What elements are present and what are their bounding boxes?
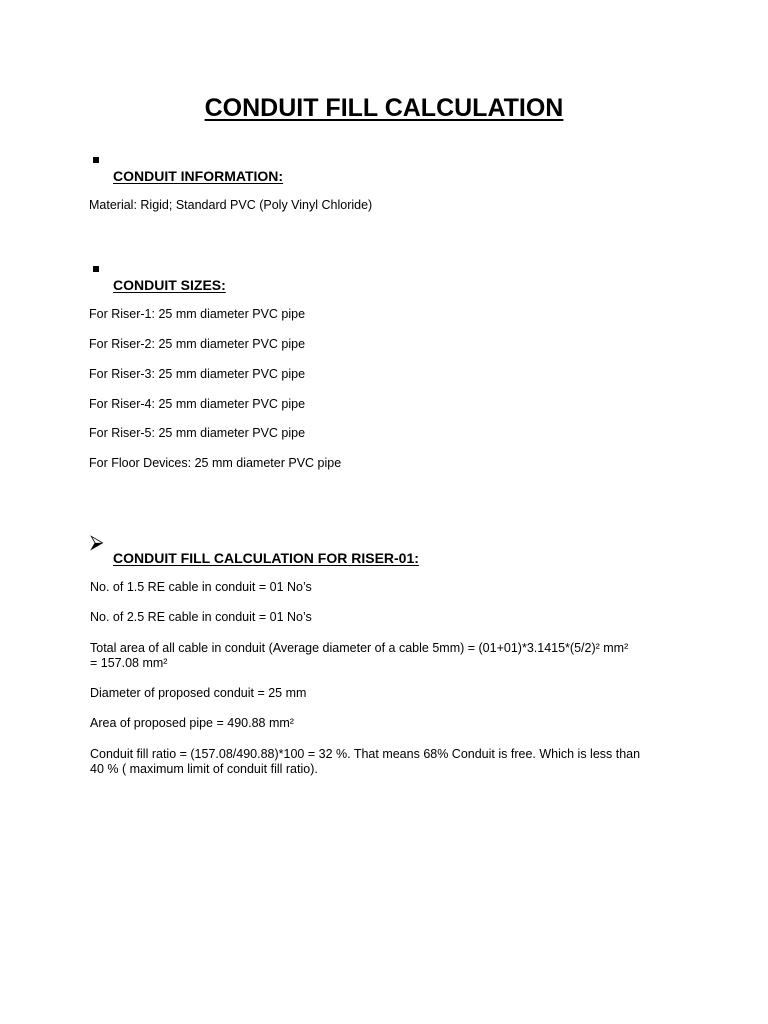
size-item-riser-5: For Riser-5: 25 mm diameter PVC pipe [89,426,306,440]
size-item-riser-3: For Riser-3: 25 mm diameter PVC pipe [89,367,306,381]
arrow-bullet-icon: ⮚ [90,531,104,553]
square-bullet-icon [93,266,99,272]
diameter-text: Diameter of proposed conduit = 25 mm [90,686,307,700]
size-item-riser-1: For Riser-1: 25 mm diameter PVC pipe [89,307,306,321]
fill-ratio-paragraph [90,747,650,777]
riser-01-heading: CONDUIT FILL CALCULATION FOR RISER-01: [113,550,419,566]
total-area-line-1: Total area of all cable in conduit (Average diameter of a cable 5mm) = (01+01)*3.1415*(5/2)² mm² [90,641,629,655]
cable-1-5-count: No. of 1.5 RE cable in conduit = 01 No’s [90,580,312,594]
fill-ratio-line-1: Conduit fill ratio = (157.08/490.88)*100 = 32 %. That means 68% Conduit is free. Which is less than [90,747,641,761]
conduit-sizes-heading: CONDUIT SIZES: [113,277,226,293]
cable-2-5-count: No. of 2.5 RE cable in conduit = 01 No’s [90,610,312,624]
total-area-line-2: = 157.08 mm² [90,656,168,670]
page-title: CONDUIT FILL CALCULATION [204,94,564,122]
size-item-riser-2: For Riser-2: 25 mm diameter PVC pipe [89,337,306,351]
area-text: Area of proposed pipe = 490.88 mm² [90,716,294,730]
material-text: Material: Rigid; Standard PVC (Poly Vinyl Chloride) [89,198,373,212]
total-area-paragraph [90,641,650,671]
fill-ratio-line-2: 40 % ( maximum limit of conduit fill ratio). [90,762,318,776]
size-item-floor-devices: For Floor Devices: 25 mm diameter PVC pipe [89,456,342,470]
square-bullet-icon [93,157,99,163]
conduit-information-heading: CONDUIT INFORMATION: [113,168,284,184]
size-item-riser-4: For Riser-4: 25 mm diameter PVC pipe [89,397,306,411]
